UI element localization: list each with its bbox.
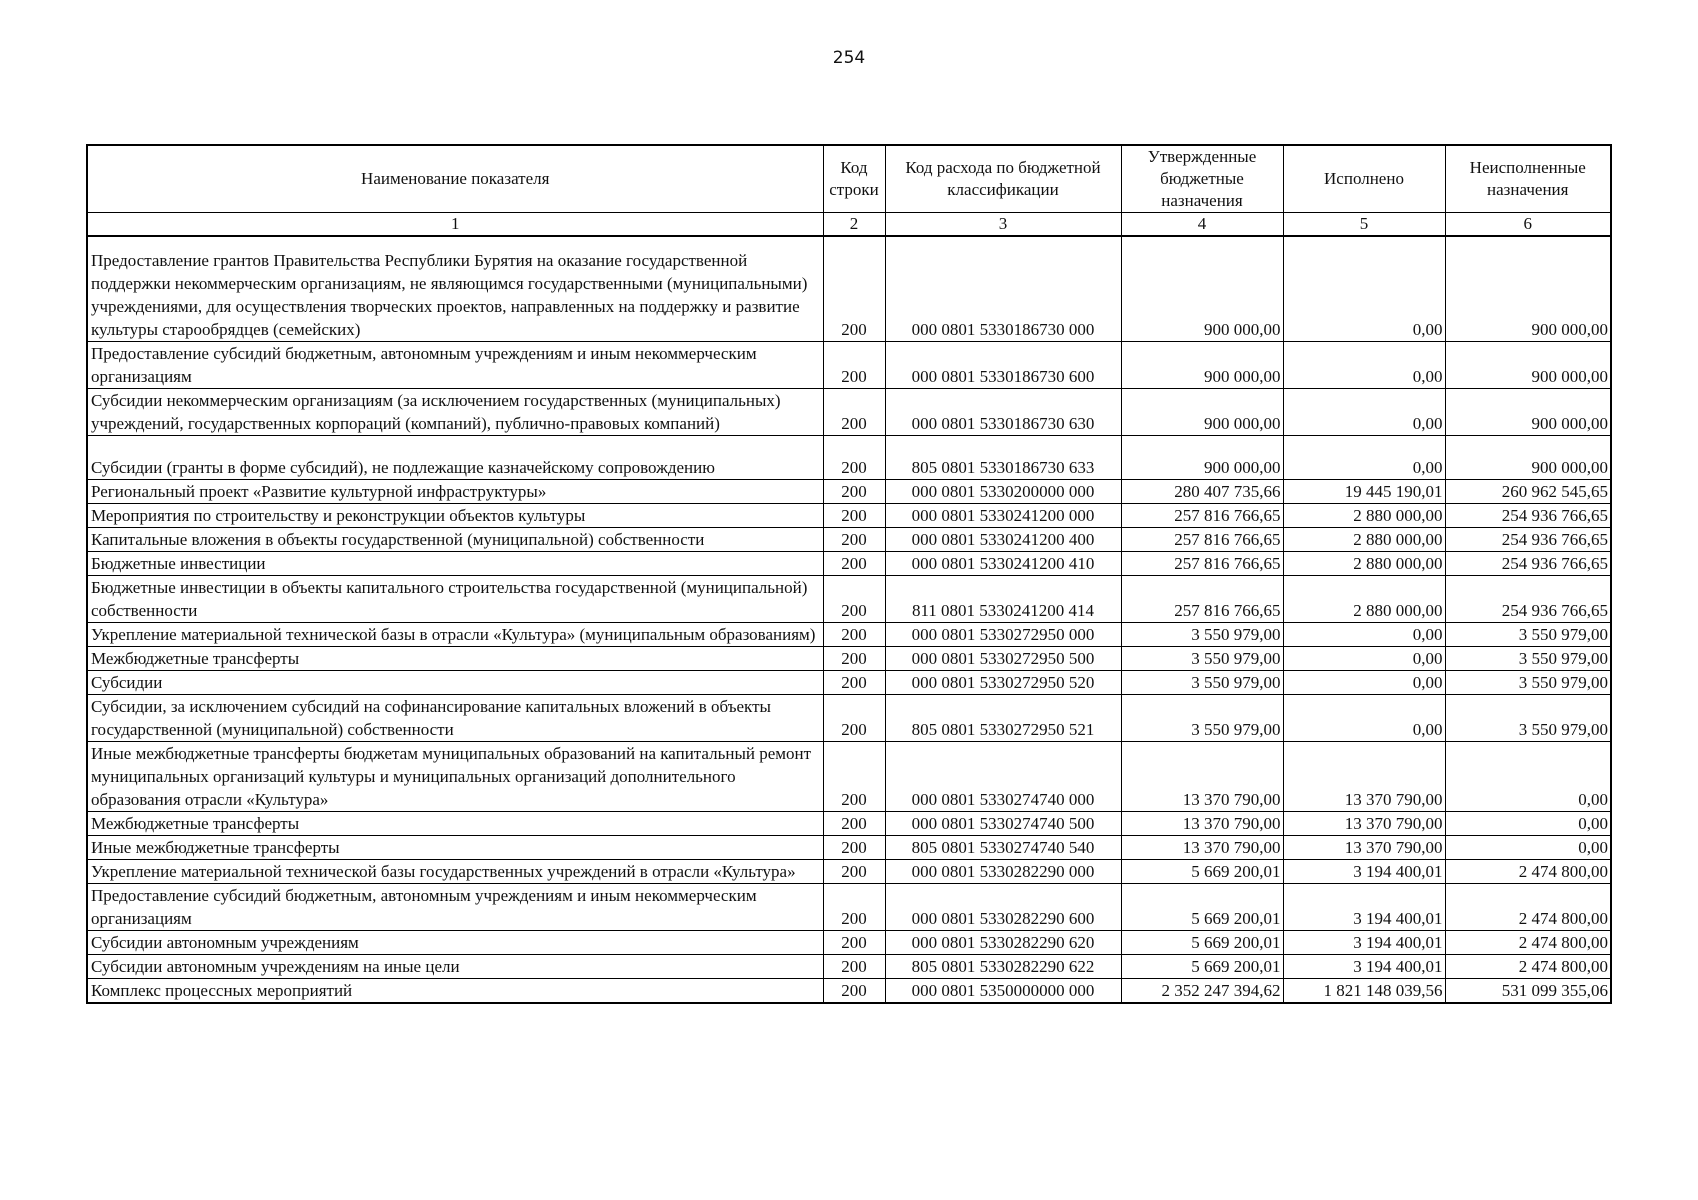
row-executed: 0,00: [1283, 342, 1445, 389]
row-name: Субсидии некоммерческим организациям (за исключением государственных (муниципальных) учреждений, государственных корпораций (компаний), публично-правовых компаний): [87, 389, 823, 436]
row-budget-code: 805 0801 5330274740 540: [885, 836, 1121, 860]
row-budget-code: 000 0801 5330282290 000: [885, 860, 1121, 884]
row-remaining: 2 474 800,00: [1445, 884, 1611, 931]
row-remaining: 3 550 979,00: [1445, 623, 1611, 647]
row-approved: 257 816 766,65: [1121, 576, 1283, 623]
row-executed: 0,00: [1283, 389, 1445, 436]
row-remaining: 531 099 355,06: [1445, 979, 1611, 1004]
row-name: Субсидии, за исключением субсидий на софинансирование капитальных вложений в объекты государственной (муниципальной) собственности: [87, 695, 823, 742]
row-budget-code: 811 0801 5330241200 414: [885, 576, 1121, 623]
row-line-code: 200: [823, 812, 885, 836]
row-name: Межбюджетные трансферты: [87, 812, 823, 836]
table-row: [87, 884, 1611, 931]
row-executed: 19 445 190,01: [1283, 480, 1445, 504]
row-remaining: 0,00: [1445, 812, 1611, 836]
table-row: [87, 695, 1611, 742]
row-budget-code: 000 0801 5350000000 000: [885, 979, 1121, 1004]
row-approved: 5 669 200,01: [1121, 860, 1283, 884]
row-remaining: 900 000,00: [1445, 436, 1611, 480]
row-approved: 900 000,00: [1121, 389, 1283, 436]
row-budget-code: 000 0801 5330272950 500: [885, 647, 1121, 671]
row-name: Предоставление субсидий бюджетным, автономным учреждениям и иным некоммерческим организациям: [87, 884, 823, 931]
row-line-code: 200: [823, 623, 885, 647]
row-budget-code: 000 0801 5330272950 000: [885, 623, 1121, 647]
row-line-code: 200: [823, 671, 885, 695]
table-row: [87, 576, 1611, 623]
header-budget-code: Код расхода по бюджетной классификации: [885, 145, 1121, 213]
row-approved: 5 669 200,01: [1121, 931, 1283, 955]
row-budget-code: 805 0801 5330186730 633: [885, 436, 1121, 480]
row-executed: 2 880 000,00: [1283, 576, 1445, 623]
table-row: [87, 480, 1611, 504]
row-executed: 2 880 000,00: [1283, 552, 1445, 576]
row-remaining: 2 474 800,00: [1445, 931, 1611, 955]
row-name: Укрепление материальной технической базы государственных учреждений в отрасли «Культура»: [87, 860, 823, 884]
row-budget-code: 000 0801 5330186730 600: [885, 342, 1121, 389]
row-budget-code: 000 0801 5330241200 000: [885, 504, 1121, 528]
row-name: Комплекс процессных мероприятий: [87, 979, 823, 1004]
row-remaining: 254 936 766,65: [1445, 576, 1611, 623]
table-row: [87, 671, 1611, 695]
page-number: 254: [832, 48, 866, 68]
row-line-code: 200: [823, 236, 885, 342]
table-row: [87, 342, 1611, 389]
column-number: 3: [885, 213, 1121, 237]
row-budget-code: 805 0801 5330282290 622: [885, 955, 1121, 979]
table-row: [87, 623, 1611, 647]
row-line-code: 200: [823, 695, 885, 742]
row-budget-code: 000 0801 5330186730 000: [885, 236, 1121, 342]
column-number-row: [87, 213, 1611, 237]
row-executed: 0,00: [1283, 695, 1445, 742]
row-budget-code: 000 0801 5330200000 000: [885, 480, 1121, 504]
row-approved: 3 550 979,00: [1121, 647, 1283, 671]
row-line-code: 200: [823, 480, 885, 504]
row-executed: 3 194 400,01: [1283, 955, 1445, 979]
row-line-code: 200: [823, 860, 885, 884]
column-number: 6: [1445, 213, 1611, 237]
row-executed: 2 880 000,00: [1283, 504, 1445, 528]
row-name: [87, 436, 823, 480]
row-name: Бюджетные инвестиции: [87, 552, 823, 576]
row-approved: 257 816 766,65: [1121, 528, 1283, 552]
row-remaining: 0,00: [1445, 836, 1611, 860]
row-name: Субсидии автономным учреждениям: [87, 931, 823, 955]
row-name: Укрепление материальной технической базы в отрасли «Культура» (муниципальным образованиям): [87, 623, 823, 647]
row-executed: 13 370 790,00: [1283, 812, 1445, 836]
row-remaining: 900 000,00: [1445, 236, 1611, 342]
row-budget-code: 000 0801 5330274740 000: [885, 742, 1121, 812]
row-approved: 13 370 790,00: [1121, 836, 1283, 860]
row-budget-code: 000 0801 5330274740 500: [885, 812, 1121, 836]
row-approved: 257 816 766,65: [1121, 552, 1283, 576]
header-line-code: Код строки: [823, 145, 885, 213]
row-remaining: 260 962 545,65: [1445, 480, 1611, 504]
row-budget-code: 000 0801 5330282290 600: [885, 884, 1121, 931]
row-approved: 5 669 200,01: [1121, 884, 1283, 931]
row-name: Предоставление субсидий бюджетным, автономным учреждениям и иным некоммерческим организациям: [87, 342, 823, 389]
row-remaining: 254 936 766,65: [1445, 504, 1611, 528]
column-number: 2: [823, 213, 885, 237]
row-remaining: 254 936 766,65: [1445, 552, 1611, 576]
row-approved: 257 816 766,65: [1121, 504, 1283, 528]
row-name: Иные межбюджетные трансферты бюджетам муниципальных образований на капитальный ремонт муниципальных организаций культуры и муниципальных организаций дополнительного образования отрасли «Культура»: [87, 742, 823, 812]
row-remaining: 3 550 979,00: [1445, 695, 1611, 742]
row-line-code: 200: [823, 836, 885, 860]
row-name: [87, 236, 823, 342]
row-line-code: 200: [823, 979, 885, 1004]
row-line-code: 200: [823, 884, 885, 931]
row-line-code: 200: [823, 955, 885, 979]
row-line-code: 200: [823, 931, 885, 955]
row-approved: 2 352 247 394,62: [1121, 979, 1283, 1004]
row-name: Капитальные вложения в объекты государственной (муниципальной) собственности: [87, 528, 823, 552]
row-approved: 900 000,00: [1121, 436, 1283, 480]
table-row: [87, 236, 1611, 342]
row-budget-code: 000 0801 5330241200 400: [885, 528, 1121, 552]
row-name: Бюджетные инвестиции в объекты капитального строительства государственной (муниципальной) собственности: [87, 576, 823, 623]
row-name: Региональный проект «Развитие культурной инфраструктуры»: [87, 480, 823, 504]
column-number: 5: [1283, 213, 1445, 237]
row-approved: 900 000,00: [1121, 342, 1283, 389]
row-executed: 0,00: [1283, 671, 1445, 695]
table-row: [87, 812, 1611, 836]
column-number: 1: [87, 213, 823, 237]
row-line-code: 200: [823, 389, 885, 436]
row-line-code: 200: [823, 576, 885, 623]
row-approved: 13 370 790,00: [1121, 812, 1283, 836]
table-row: [87, 389, 1611, 436]
row-executed: 0,00: [1283, 436, 1445, 480]
table-row: [87, 979, 1611, 1004]
row-approved: 13 370 790,00: [1121, 742, 1283, 812]
table-header-row: [87, 145, 1611, 213]
header-approved: Утвержденные бюджетные назначения: [1121, 145, 1283, 213]
table-row: [87, 836, 1611, 860]
row-executed: 0,00: [1283, 623, 1445, 647]
header-indicator-name: Наименование показателя: [87, 145, 823, 213]
row-name-text: Предоставление грантов Правительства Республики Бурятия на оказание государственной поддержки некоммерческим организациям, не являющимся государственными (муниципальными) учреждениями, для осуществления творческих проектов, направленных на поддержку и развитие культуры старообрядцев (семейских): [91, 251, 808, 339]
row-remaining: 900 000,00: [1445, 342, 1611, 389]
row-approved: 900 000,00: [1121, 236, 1283, 342]
table-row: [87, 931, 1611, 955]
budget-execution-table: [86, 144, 1612, 1004]
column-number: 4: [1121, 213, 1283, 237]
row-approved: 3 550 979,00: [1121, 671, 1283, 695]
row-executed: 2 880 000,00: [1283, 528, 1445, 552]
row-remaining: 3 550 979,00: [1445, 647, 1611, 671]
header-remaining: Неисполненные назначения: [1445, 145, 1611, 213]
header-executed: Исполнено: [1283, 145, 1445, 213]
row-name: Межбюджетные трансферты: [87, 647, 823, 671]
row-approved: 5 669 200,01: [1121, 955, 1283, 979]
table-row: [87, 528, 1611, 552]
table-row: [87, 742, 1611, 812]
row-budget-code: 000 0801 5330272950 520: [885, 671, 1121, 695]
row-approved: 3 550 979,00: [1121, 623, 1283, 647]
row-line-code: 200: [823, 504, 885, 528]
row-name: Субсидии: [87, 671, 823, 695]
row-approved: 3 550 979,00: [1121, 695, 1283, 742]
table-row: [87, 955, 1611, 979]
row-line-code: 200: [823, 436, 885, 480]
row-remaining: 2 474 800,00: [1445, 955, 1611, 979]
table-row: [87, 436, 1611, 480]
row-name: Субсидии автономным учреждениям на иные цели: [87, 955, 823, 979]
row-line-code: 200: [823, 742, 885, 812]
row-line-code: 200: [823, 342, 885, 389]
row-remaining: 3 550 979,00: [1445, 671, 1611, 695]
table-row: [87, 647, 1611, 671]
row-budget-code: 805 0801 5330272950 521: [885, 695, 1121, 742]
table-body: [87, 236, 1611, 1003]
row-executed: 13 370 790,00: [1283, 836, 1445, 860]
table-row: [87, 552, 1611, 576]
row-remaining: 900 000,00: [1445, 389, 1611, 436]
table-row: [87, 504, 1611, 528]
row-executed: 0,00: [1283, 647, 1445, 671]
row-budget-code: 000 0801 5330186730 630: [885, 389, 1121, 436]
row-executed: 1 821 148 039,56: [1283, 979, 1445, 1004]
row-executed: 3 194 400,01: [1283, 931, 1445, 955]
row-line-code: 200: [823, 552, 885, 576]
row-name: Мероприятия по строительству и реконструкции объектов культуры: [87, 504, 823, 528]
row-remaining: 0,00: [1445, 742, 1611, 812]
row-line-code: 200: [823, 528, 885, 552]
row-executed: 0,00: [1283, 236, 1445, 342]
row-executed: 13 370 790,00: [1283, 742, 1445, 812]
row-remaining: 2 474 800,00: [1445, 860, 1611, 884]
row-name: Иные межбюджетные трансферты: [87, 836, 823, 860]
row-budget-code: 000 0801 5330241200 410: [885, 552, 1121, 576]
row-executed: 3 194 400,01: [1283, 860, 1445, 884]
row-executed: 3 194 400,01: [1283, 884, 1445, 931]
row-remaining: 254 936 766,65: [1445, 528, 1611, 552]
row-approved: 280 407 735,66: [1121, 480, 1283, 504]
row-line-code: 200: [823, 647, 885, 671]
table-row: [87, 860, 1611, 884]
row-name-text: Субсидии (гранты в форме субсидий), не подлежащие казначейскому сопровождению: [91, 458, 715, 477]
row-budget-code: 000 0801 5330282290 620: [885, 931, 1121, 955]
